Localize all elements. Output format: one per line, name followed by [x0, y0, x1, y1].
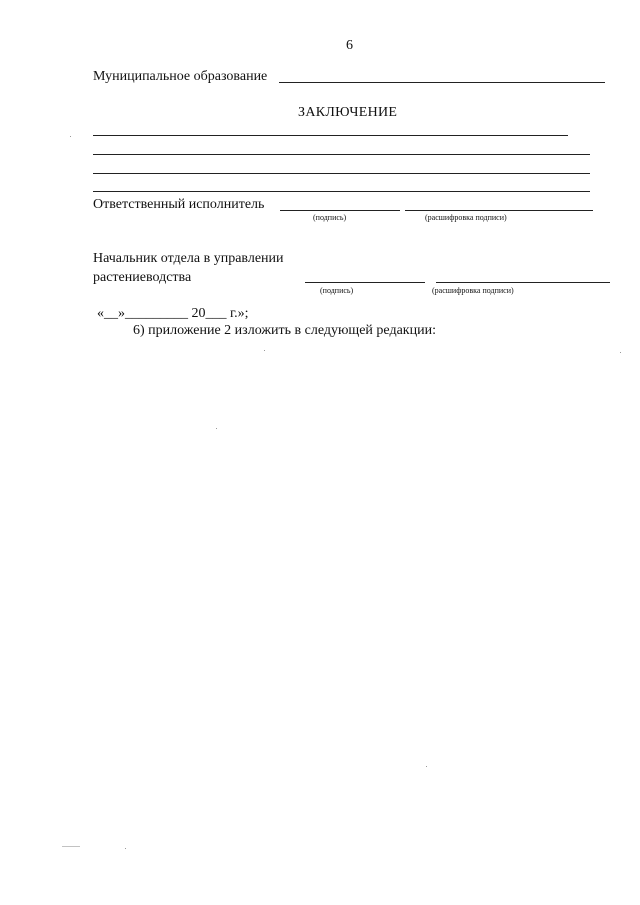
scan-speck: [264, 350, 265, 351]
chief-name-line: [436, 282, 610, 283]
date-line: «__»_________ 20___ г.»;: [97, 306, 249, 321]
conclusion-blank-line-2: [93, 154, 590, 155]
conclusion-blank-line-4: [93, 191, 590, 192]
executor-signature-caption: (подпись): [313, 213, 347, 222]
document-title: ЗАКЛЮЧЕНИЕ: [298, 105, 398, 120]
scan-speck: [216, 428, 217, 429]
municipality-label: Муниципальное образование: [93, 69, 268, 84]
chief-label-line2: растениеводства: [93, 270, 192, 285]
scan-speck: [620, 352, 621, 353]
conclusion-blank-line-1: [93, 135, 568, 136]
scan-speck: [70, 136, 71, 137]
executor-label: Ответственный исполнитель: [93, 197, 265, 212]
conclusion-blank-line-3: [93, 173, 590, 174]
chief-signature-line: [305, 282, 425, 283]
chief-name-caption: (расшифровка подписи): [432, 286, 514, 295]
executor-name-caption: (расшифровка подписи): [425, 213, 507, 222]
amendment-text: 6) приложение 2 изложить в следующей редакции:: [133, 323, 436, 338]
executor-name-line: [405, 210, 593, 211]
scan-speck: [125, 848, 126, 849]
chief-signature-caption: (подпись): [320, 286, 354, 295]
page-number: 6: [346, 38, 353, 53]
scan-speck: [62, 846, 80, 847]
chief-label-line1: Начальник отдела в управлении: [93, 251, 284, 266]
scan-speck: [426, 766, 427, 767]
municipality-blank-line: [279, 82, 605, 83]
executor-signature-line: [280, 210, 400, 211]
